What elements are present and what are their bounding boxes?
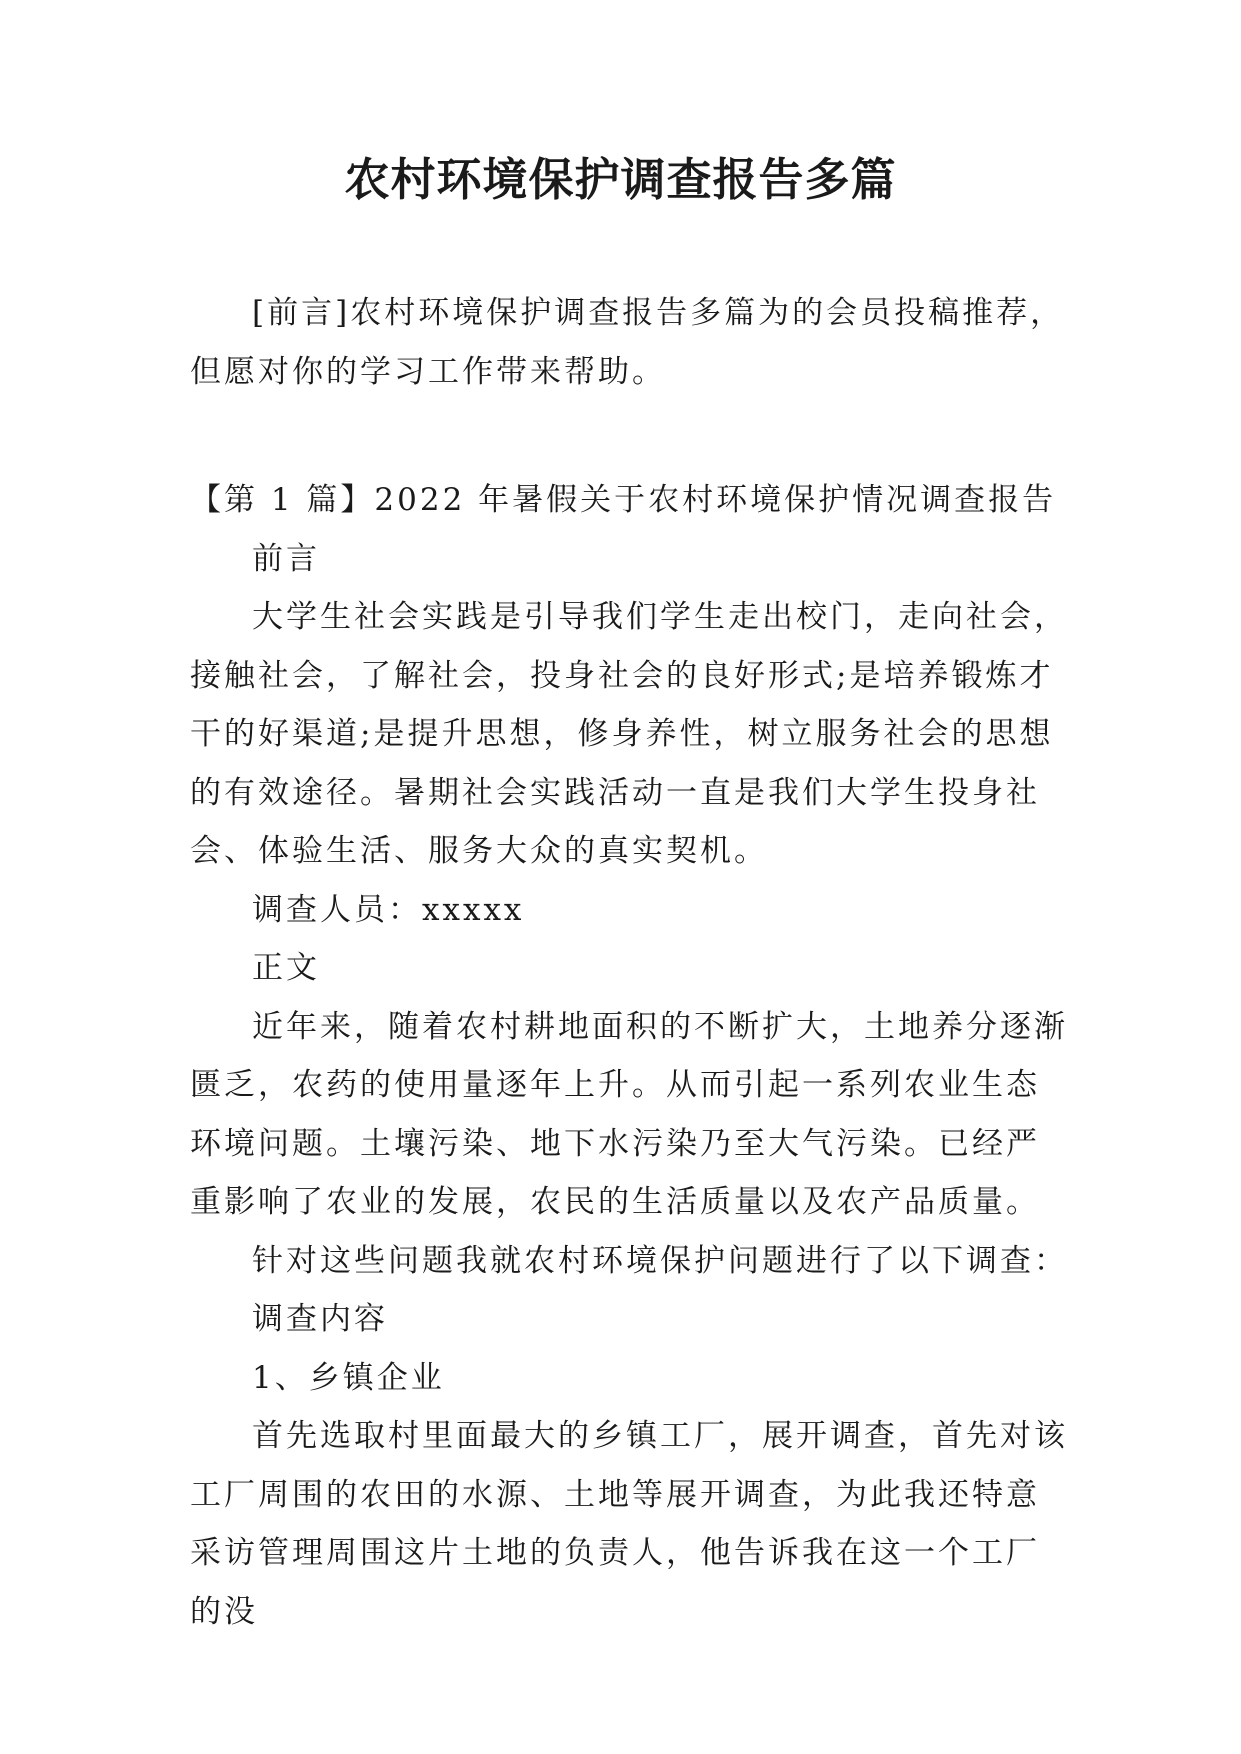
paragraph-intro: 大学生社会实践是引导我们学生走出校门，走向社会，接触社会，了解社会，投身社会的良好形式;是培养锻炼才干的好渠道;是提升思想，修身养性，树立服务社会的思想的有效途径。暑期社会实践活动一直是我们大学生投身社会、体验生活、服务大众的真实契机。 — [190, 599, 1068, 869]
preface-paragraph: [前言]农村环境保护调查报告多篇为的会员投稿推荐，但愿对你的学习工作带来帮助。 — [190, 295, 1065, 390]
document-title: 农村环境保护调查报告多篇 — [344, 153, 897, 206]
paragraph-preface-label: 前言 — [252, 540, 320, 577]
paragraph-survey-lead: 针对这些问题我就农村环境保护问题进行了以下调查： — [252, 1242, 1068, 1279]
paragraph-investigator: 调查人员：xxxxx — [252, 891, 525, 928]
paragraph-factory-survey: 首先选取村里面最大的乡镇工厂，展开调查，首先对该工厂周围的农田的水源、土地等展开调查，为此我还特意采访管理周围这片土地的负责人，他告诉我在这一个工厂的没 — [190, 1418, 1068, 1630]
document-body — [190, 284, 1070, 1641]
paragraph-survey-content-label: 调查内容 — [252, 1301, 388, 1337]
paragraph-background: 近年来，随着农村耕地面积的不断扩大，土地养分逐渐匮乏，农药的使用量逐年上升。从而引起一系列农业生态环境问题。土壤污染、地下水污染乃至大气污染。已经严重影响了农业的发展，农民的生活质量以及农产品质量。 — [190, 1008, 1068, 1220]
paragraph-body-label: 正文 — [252, 950, 320, 986]
paragraph-item-1: 1、乡镇企业 — [252, 1359, 445, 1396]
section-heading: 【第 1 篇】2022 年暑假关于农村环境保护情况调查报告 — [190, 482, 1057, 518]
